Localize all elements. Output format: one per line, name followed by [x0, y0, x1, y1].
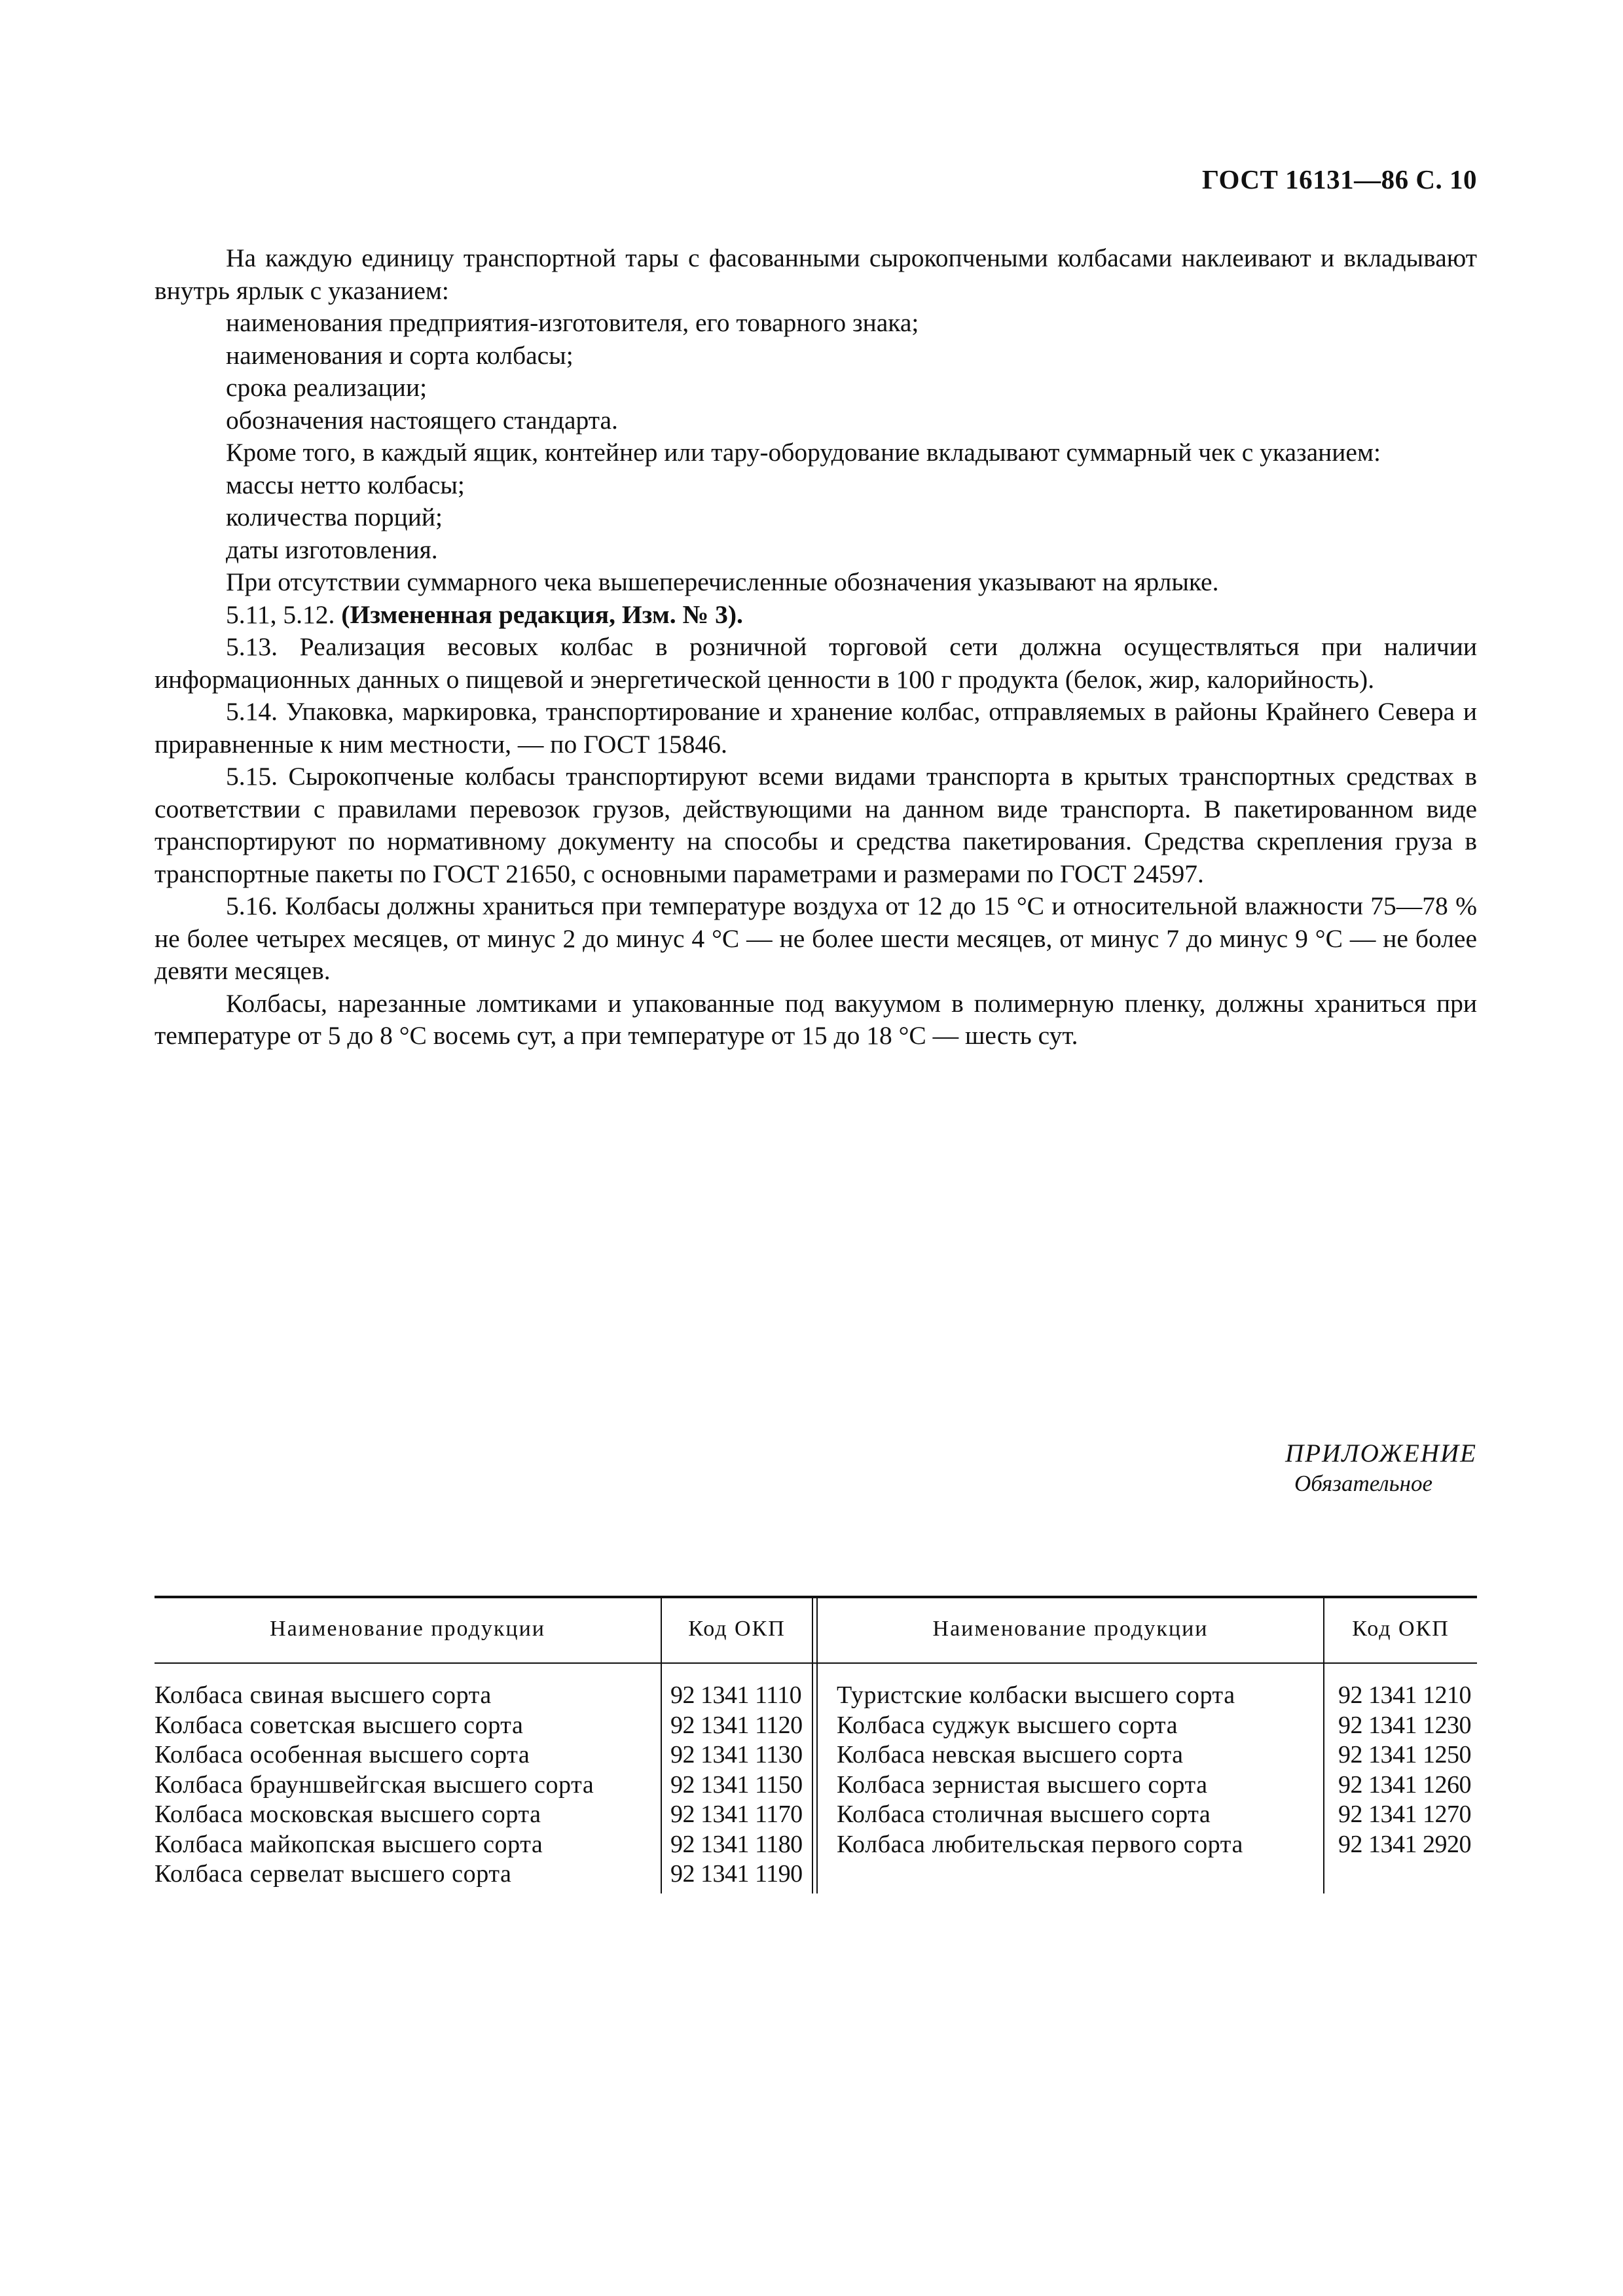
table-cell-code: 92 1341 1190 — [670, 1860, 803, 1888]
table-cell-code: 92 1341 2920 — [1338, 1830, 1471, 1858]
paragraph-summary-check: Кроме того, в каждый ящик, контейнер или тару-оборудование вкладывают суммарный чек с указанием: — [226, 438, 1381, 467]
appendix-note: Обязательное — [1294, 1471, 1432, 1496]
table-cell-name: Колбаса особенная высшего сорта — [155, 1741, 530, 1768]
table-cell-code: 92 1341 1110 — [670, 1681, 802, 1709]
product-code-table — [155, 1596, 1477, 1893]
table-cell-name: Колбаса майкопская высшего сорта — [155, 1830, 543, 1858]
table-cell-code: 92 1341 1230 — [1338, 1711, 1471, 1739]
table-cell-name: Колбаса сервелат высшего сорта — [155, 1860, 512, 1888]
table-cell-name: Колбаса советская высшего сорта — [155, 1711, 524, 1739]
paragraph-5-16: 5.16. Колбасы должны храниться при температуре воздуха от 12 до 15 °С и относительной влажности 75—78 % не более четырех месяцев, от минус 2 до минус 4 °С — не более шести месяцев, от минус 7 до минус 9 °С — не более девяти месяцев. — [155, 891, 1477, 985]
paragraph-sliced-storage: Колбасы, нарезанные ломтиками и упакованные под вакуумом в полимерную пленку, должны храниться при температуре от 5 до 8 °С восемь сут, а при температуре от 15 до 18 °С — шесть сут. — [155, 988, 1477, 1050]
table-cell-name: Колбаса суджук высшего сорта — [837, 1711, 1178, 1739]
list-item: количества порций; — [226, 503, 443, 531]
header-okp-code-right: Код ОКП — [1352, 1617, 1450, 1641]
table-cell-code: 92 1341 1130 — [670, 1741, 803, 1768]
paragraph-5-13: 5.13. Реализация весовых колбас в розничной торговой сети должна осуществляться при наличии информационных данных о пищевой и энергетической ценности в 100 г продукта (белок, жир, калорийность). — [155, 632, 1477, 694]
table-cell-code: 92 1341 1120 — [670, 1711, 803, 1739]
appendix-heading — [1285, 1439, 1477, 1497]
table-cell-name: Колбаса зернистая высшего сорта — [837, 1770, 1208, 1799]
list-item: даты изготовления. — [226, 535, 438, 564]
list-item: массы нетто колбасы; — [226, 470, 465, 499]
table-cell-name: Колбаса брауншвейгская высшего сорта — [155, 1770, 594, 1799]
paragraph-revision — [155, 599, 1477, 632]
table-cell-name: Колбаса невская высшего сорта — [837, 1741, 1184, 1768]
right-codes-column — [1338, 1681, 1471, 1859]
revision-ref: 5.11, 5.12. — [226, 600, 342, 629]
right-names-column — [837, 1681, 1243, 1859]
column-divider — [812, 1596, 813, 1893]
left-names-column — [155, 1681, 594, 1890]
paragraph-label-instructions: На каждую единицу транспортной тары с фасованными сырокопчеными колбасами наклеивают и вкладывают внутрь ярлык с указанием: — [155, 243, 1477, 305]
table-cell-name: Колбаса столичная высшего сорта — [837, 1801, 1211, 1828]
table-cell-name: Туристские колбаски высшего сорта — [837, 1681, 1235, 1709]
table-cell-code: 92 1341 1170 — [670, 1801, 803, 1828]
page-header: ГОСТ 16131—86 С. 10 — [1201, 164, 1477, 194]
header-product-name-right: Наименование продукции — [932, 1617, 1209, 1641]
table-cell-name: Колбаса московская высшего сорта — [155, 1801, 541, 1828]
list-item: наименования и сорта колбасы; — [226, 340, 574, 370]
revision-note: (Измененная редакция, Изм. № 3). — [341, 600, 743, 629]
table-cell-code: 92 1341 1180 — [670, 1830, 803, 1858]
header-okp-code-left: Код ОКП — [688, 1617, 786, 1641]
appendix-title: ПРИЛОЖЕНИЕ — [1285, 1439, 1477, 1467]
table-cell-name: Колбаса свиная высшего сорта — [155, 1681, 492, 1709]
paragraph-no-check: При отсутствии суммарного чека вышеперечисленные обозначения указывают на ярлыке. — [226, 567, 1219, 596]
list-item: наименования предприятия-изготовителя, его товарного знака; — [226, 308, 919, 337]
table-cell-name: Колбаса любительская первого сорта — [837, 1830, 1243, 1858]
list-item: обозначения настоящего стандарта. — [226, 405, 618, 435]
list-item: срока реализации; — [226, 373, 428, 402]
table-cell-code: 92 1341 1270 — [1338, 1801, 1471, 1828]
paragraph-5-15: 5.15. Сырокопченые колбасы транспортируют всеми видами транспорта в крытых транспортных средствах в соответствии с правилами перевозок грузов, действующими на данном виде транспорта. В пакетированном виде транспортируют по нормативному документу на способы и средства пакетирования. Средства скрепления груза в транспортные пакеты по ГОСТ 21650, с основными параметрами и размерами по ГОСТ 24597. — [155, 762, 1477, 888]
paragraph-5-14: 5.14. Упаковка, маркировка, транспортирование и хранение колбас, отправляемых в районы Крайнего Севера и приравненные к ним местности, — по ГОСТ 15846. — [155, 697, 1477, 759]
body-text — [155, 242, 1477, 1052]
table-header-rule — [155, 1662, 1477, 1664]
left-codes-column — [670, 1681, 803, 1890]
header-product-name-left: Наименование продукции — [270, 1617, 545, 1641]
table-cell-code: 92 1341 1210 — [1338, 1681, 1471, 1709]
table-cell-code: 92 1341 1150 — [670, 1770, 803, 1799]
table-cell-code: 92 1341 1250 — [1338, 1741, 1471, 1768]
table-cell-code: 92 1341 1260 — [1338, 1770, 1471, 1799]
